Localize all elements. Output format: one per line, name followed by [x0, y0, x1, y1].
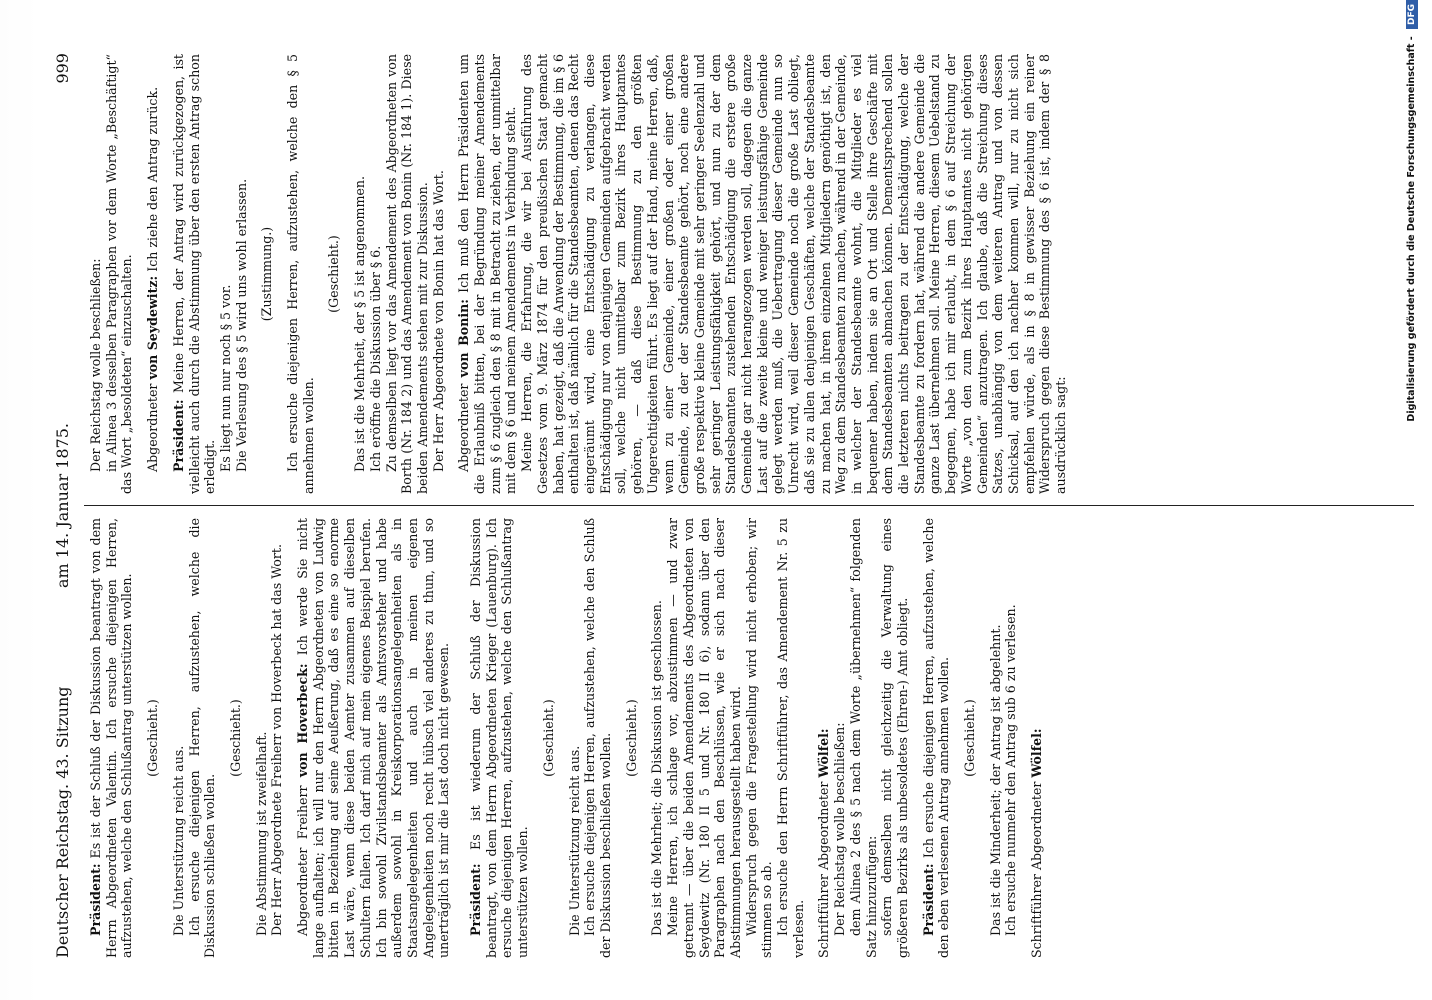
paragraph: Ich eröffne die Diskussion über § 6. — [367, 245, 383, 472]
speaker-intro: Abgeordneter — [456, 383, 472, 472]
speech-text: Ich ziehe den Antrag zurück. — [145, 86, 161, 272]
paragraph: Ich ersuche diejenigen Herren, aufzustehen, welche die Diskussion schließen wollen. — [186, 518, 218, 958]
paragraph — [295, 518, 452, 958]
speaker-intro: Schriftführer Abgeordneter — [816, 781, 832, 958]
paragraph: Der Herr Abgeordnete von Bonin hat das Wort. — [430, 170, 446, 472]
paragraph — [88, 518, 135, 958]
right-column — [88, 54, 1069, 494]
paragraph — [921, 518, 952, 958]
digitization-notice — [1406, 0, 1418, 430]
speaker-intro: Abgeordneter Freiherr — [295, 785, 311, 936]
speaker-label: Präsident: — [920, 863, 936, 936]
paragraph: Das ist die Mehrheit, der § 5 ist angenommen. — [352, 176, 368, 472]
paragraph: Der Herr Abgeordnete Freiherr von Hoverbeck hat das Wort. — [269, 544, 285, 936]
digitization-text: Digitalisierung gefördert durch die Deutsche Forschungsgemeinschaft - — [1406, 36, 1417, 422]
paragraph — [816, 518, 832, 958]
stage-direction: (Geschieht.) — [962, 699, 978, 777]
speaker-intro: Schriftführer Abgeordneter — [1029, 781, 1045, 958]
page-number: 999 — [53, 53, 72, 84]
paragraph: Der Reichstag wolle beschließen: — [88, 258, 103, 472]
scan-edge — [0, 0, 40, 1000]
speaker-intro: Abgeordneter — [145, 383, 161, 472]
paragraph: in Alinea 3 desselben Paragraphen vor dem Worte „Beschäftigt“ das Wort „besoldeten“ einzuschalten. — [103, 54, 135, 494]
paragraph: Es liegt nun nur noch § 5 vor. — [217, 284, 233, 472]
speech-text: Ich ersuche diejenigen Herren, aufzustehen, welche den eben verlesenen Antrag annehmen wollen. — [920, 518, 952, 958]
paragraph — [171, 54, 218, 494]
stage-direction: (Geschieht.) — [145, 699, 161, 777]
paragraph: sofern demselben nicht gleichzeitig die Verwaltung eines größeren Bezirks als unbesoldetes (Ehren-) Amt obliegt. — [879, 518, 910, 958]
paragraph: Das ist die Minderheit; der Antrag ist abgelehnt. — [987, 624, 1003, 936]
paragraph — [468, 518, 531, 958]
paragraph: Meine Herren, ich schlage vor, abzustimmen — und zwar getrennt — über die beiden Amendements des Abgeordneten von Seydewitz (Nr. 180 II 5 und Nr. 180 II 6), sodann über den Paragraphen nach den Beschlüssen, wie er sich nach dieser Abstimmungen herausgestellt haben wird. — [665, 518, 743, 958]
stage-direction: (Geschieht.) — [326, 235, 342, 313]
stage-direction: (Geschieht.) — [540, 699, 556, 777]
page-header — [48, 53, 78, 958]
paragraph: Die Abstimmung ist zweifelhaft. — [253, 731, 269, 936]
paragraph: Die Unterstützung reicht aus. — [566, 745, 582, 936]
paragraph: Zu demselben liegt vor das Amendement des Abgeordneten von Borth (Nr. 184 2) und das Amendement von Bonin (Nr. 184 1). Diese beiden Amendements stehen mit zur Diskussion. — [383, 54, 430, 494]
speech-text: Ich muß den Herrn Präsidenten um die Erlaubniß bitten, bei der Begründung meiner Amendements zum § 6 zugleich den § 8 mit in Betracht zu ziehen, der unmittelbar mit dem § 6 und meinem Amendements in Verbindung steht. — [456, 54, 519, 494]
paragraph: Ich ersuche diejenigen Herren, aufzustehen, welche den § 5 annehmen wollen. — [285, 54, 316, 494]
paragraph — [1029, 518, 1045, 958]
paragraph: Die Verlesung des § 5 wird uns wohl erlassen. — [233, 178, 249, 472]
stage-direction: (Geschieht.) — [227, 699, 243, 777]
speech-text: Es ist wiederum der Schluß der Diskussion beantragt, von dem Herrn Abgeordneten Krieger (Lauenburg). Ich ersuche diejenigen Herren, aufzustehen, welche den Schlußantrag unterstützen wollen. — [468, 518, 531, 958]
header-date: am 14. Januar 1875. — [53, 423, 72, 588]
paragraph: Ich ersuche diejenigen Herren, aufzustehen, welche den Schluß der Diskussion beschließen wollen. — [582, 518, 613, 958]
header-title: Deutscher Reichstag. 43. Sitzung — [53, 686, 72, 958]
speaker-label: von Bonin: — [456, 299, 472, 378]
paragraph: Ich ersuche nunmehr den Antrag sub 6 zu verlesen. — [1003, 604, 1019, 936]
paragraph: Widerspruch gegen die Fragestellung wird nicht erhoben; wir stimmen so ab. — [743, 518, 775, 958]
dfg-logo: DFG — [1406, 0, 1418, 29]
paragraph: Die Unterstützung reicht aus. — [170, 745, 186, 936]
speech-text: Ich werde Sie nicht lange aufhalten; ich will nur den Herrn Abgeordneten von Ludwig bitten in Beziehung auf seine Aeußerung, daß es eine so enorme Last wäre, wenn diese beiden Aemter zusammen auf dieselben Schultern fallen. Ich darf mich auf mein eigenes Beispiel berufen. Ich bin sowohl Zivilstandsbeamter als Amtsvorsteher und habe außerdem sowohl in Kreiskorporationsangelegenheiten als in Staatsangelegenheiten und auch in meinen eigenen Angelegenheiten noch recht hübsch viel anderes zu thun, und so unerträglich ist mir die Last doch nicht gewesen. — [295, 518, 452, 958]
speaker-label: Wölfel: — [816, 728, 832, 778]
paragraph: Meine Herren, die Erfahrung, die wir bei Ausführung des Gesetzes vom 9. März 1874 für den preußischen Staat gemacht haben, hat gezeigt, daß die Anwendung der Bestimmung, die im § 6 enthalten ist, daß nämlich für die Standesbeamten, denen das Recht eingeräumt wird, eine Entschädigung zu verlangen, diese Entschädigung nur von denjenigen Gemeinden aufgebracht werden soll, welche nicht unmittelbar zum Bezirk ihres Hauptamtes gehören, — daß diese Bestimmung zu den größten Ungerechtigkeiten führt. Es liegt auf der Hand, meine Herren, daß, wenn zu einer Gemeinde, einer großen oder einer großen Gemeinde, zu der der Standesbeamte gehört, noch eine andere große respektive kleine Gemeinde mit sehr geringer Seelenzahl und sehr geringer Leistungsfähigkeit gehört, und nun zu der dem Standesbeamten zustehenden Entschädigung die erstere große Gemeinde gar nicht herangezogen werden soll, dagegen die ganze Last auf die zweite kleine und weniger leistungsfähige Gemeinde gelegt werden muß, die Uebertragung dieser Gemeinde nun so Unrecht wird, weil dieser Gemeinde noch die große Last obliegt, daß sie zu allen denjenigen Geschäften, welche der Standesbeamte zu machen hat, in ihren einzelnen Mitgliedern genöthigt ist, den Weg zu dem Standesbeamten zu machen, während in der Gemeinde, in welcher der Standesbeamte wohnt, die Mitglieder es viel bequemer haben, indem sie an Ort und Stelle ihre Geschäfte mit dem Standesbeamten abmachen können. Dementsprechend sollen die letzteren nichts beitragen zu der Entschädigung, welche der Standesbeamte zu fordern hat, während die andere Gemeinde die ganze Last übernehmen soll. Meine Herren, diesem Uebelstand zu begegnen, habe ich mir erlaubt, in dem § 6 auf Streichung der Worte „von den zum Bezirk ihres Hauptamtes nicht gehörigen Gemeinden“ anzutragen. Ich glaube, daß die Streichung dieses Satzes, unabhängig von dem weiteren Antrag und von dessen Schicksal, auf den ich nachher kommen will, nur zu nicht sich empfehlen würde, als in § 8 in gewisser Beziehung ein reiner Widerspruch gegen diese Bestimmung des § 6 ist, indem der § 8 ausdrücklich sagt: — [519, 54, 1069, 494]
speaker-label: von Seydewitz: — [145, 275, 161, 380]
speech-text: Es ist der Schluß der Diskussion beantragt von dem Herrn Abgeordneten Valentin. Ich ersuche diejenigen Herren, aufzustehen, welche den Schlußantrag unterstützen wollen. — [88, 518, 135, 958]
speech-text: Meine Herren, der Antrag wird zurückgezogen, ist vielleicht auch durch die Abstimmung über den ersten Antrag schon erledigt. — [170, 54, 218, 494]
paragraph: Das ist die Mehrheit; die Diskussion ist geschlossen. — [649, 600, 665, 936]
speaker-label: Präsident: — [88, 863, 103, 936]
paragraph: Ich ersuche den Herrn Schriftführer, das Amendement Nr. 5 zu verlesen. — [775, 518, 806, 958]
stage-direction: (Zustimmung.) — [259, 226, 275, 322]
speaker-label: Präsident: — [170, 399, 186, 472]
speaker-label: von Hoverbeck: — [295, 663, 311, 778]
paragraph: Der Reichstag wolle beschließen: — [832, 722, 848, 936]
speaker-label: Wölfel: — [1029, 728, 1045, 778]
paragraph: dem Alinea 2 des § 5 nach dem Worte „übernehmen“ folgenden Satz hinzuzufügen: — [847, 518, 879, 958]
speaker-label: Präsident: — [468, 863, 484, 936]
column-divider — [84, 505, 1414, 506]
paragraph — [145, 54, 161, 494]
stage-direction: (Geschieht.) — [623, 699, 639, 777]
paragraph — [456, 54, 519, 494]
left-column — [88, 518, 1045, 958]
